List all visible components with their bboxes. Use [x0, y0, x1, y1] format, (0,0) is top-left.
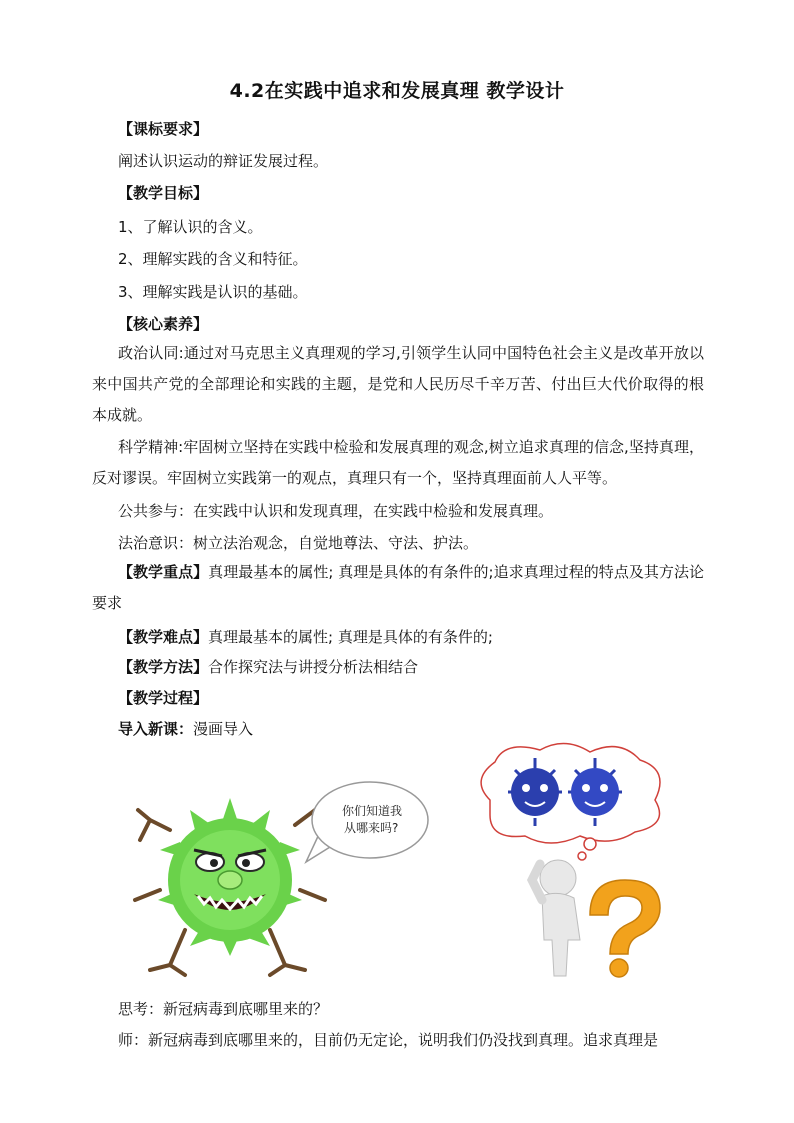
- daoru-text: 漫画导入: [193, 720, 254, 738]
- guocheng-heading: 【教学过程】: [118, 689, 209, 707]
- speech-bubble-line-2: 从哪来吗?: [344, 821, 399, 835]
- kebiao-heading: 【课标要求】: [118, 120, 209, 138]
- mubiao-item-1: 1、了解认识的含义。: [118, 218, 263, 236]
- zhongdian-paragraph: [92, 557, 704, 619]
- fangfa-heading: 【教学方法】: [118, 658, 209, 676]
- virus-monster-illustration: [130, 770, 440, 980]
- suyang-political: 政治认同:通过对马克思主义真理观的学习,引领学生认同中国特色社会主义是改革开放以来中国共产党的全部理论和实践的主题，是党和人民历尽千辛万苦、付出巨大代价取得的根本成就。: [92, 344, 704, 424]
- daoru-line: [118, 718, 708, 739]
- kebiao-text: 阐述认识运动的辩证发展过程。: [118, 152, 329, 170]
- zhongdian-text: 真理最基本的属性; 真理是具体的有条件的;追求真理过程的特点及其方法论要求: [92, 563, 704, 612]
- nandian-line: [118, 626, 708, 647]
- nandian-text: 真理最基本的属性; 真理是具体的有条件的;: [208, 628, 493, 646]
- speech-bubble-line-1: 你们知道我: [342, 804, 403, 818]
- thought-cloud: [481, 743, 660, 860]
- suyang-heading: 【核心素养】: [118, 315, 209, 333]
- zhongdian-heading: 【教学重点】: [118, 563, 209, 581]
- suyang-law: 法治意识：树立法治观念，自觉地尊法、守法、护法。: [118, 534, 479, 552]
- daoru-label: 导入新课：: [118, 720, 194, 738]
- fangfa-line: [118, 656, 708, 677]
- shi-line: 师：新冠病毒到底哪里来的，目前仍无定论，说明我们仍没找到真理。追求真理是: [118, 1031, 659, 1049]
- question-mark-icon: [590, 880, 660, 977]
- page-title: 4.2在实践中追求和发展真理 教学设计: [229, 80, 565, 102]
- mubiao-item-2: 2、理解实践的含义和特征。: [118, 250, 308, 268]
- suyang-science: 科学精神:牢固树立坚持在实践中检验和发展真理的观念,树立追求真理的信念,坚持真理，反对谬误。牢固树立实践第一的观点，真理只有一个，坚持真理面前人人平等。: [92, 438, 704, 487]
- thinking-person-figure: [532, 860, 580, 976]
- mubiao-item-3: 3、理解实践是认识的基础。: [118, 283, 308, 301]
- suyang-public: 公共参与：在实践中认识和发现真理，在实践中检验和发展真理。: [118, 502, 554, 520]
- sikao-line: 思考：新冠病毒到底哪里来的？: [118, 1000, 329, 1018]
- fangfa-text: 合作探究法与讲授分析法相结合: [208, 658, 419, 676]
- thinking-person-illustration: [470, 740, 680, 980]
- mubiao-heading: 【教学目标】: [118, 184, 209, 202]
- nandian-heading: 【教学难点】: [118, 628, 209, 646]
